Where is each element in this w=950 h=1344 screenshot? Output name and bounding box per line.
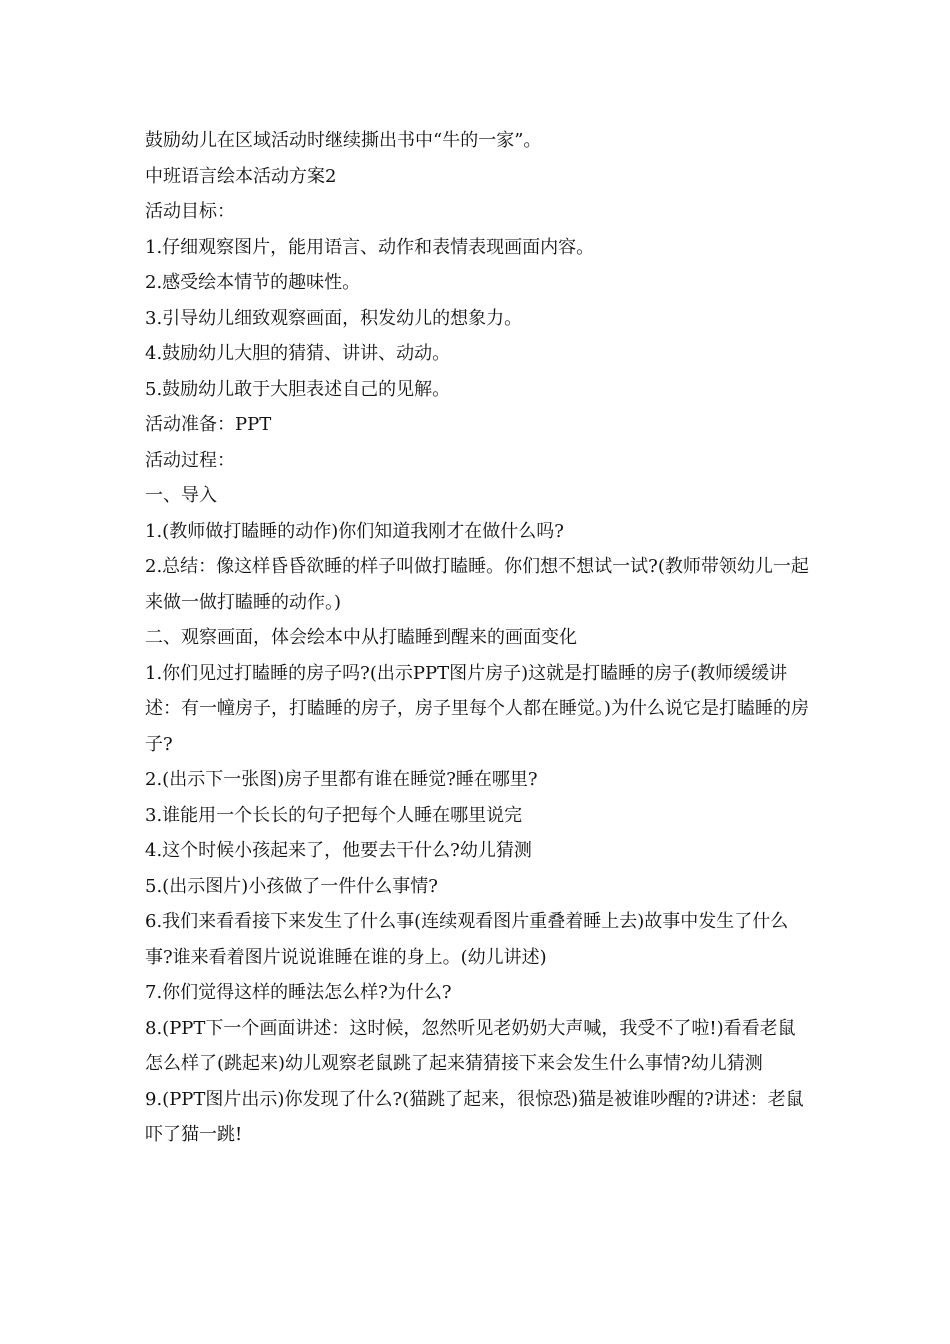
heading-preparation: 活动准备：PPT (145, 414, 272, 435)
observe-item-9: 9.(PPT图片出示)你发现了什么?(猫跳了起来，很惊恐)猫是被谁吵醒的?讲述：老鼠吓了猫一跳! (145, 1088, 804, 1145)
goal-item-5: 5.鼓励幼儿敢于大胆表述自己的见解。 (145, 378, 451, 400)
intro-item-1: 1.(教师做打瞌睡的动作)你们知道我刚才在做什么吗? (145, 520, 564, 542)
heading-process: 活动过程： (145, 449, 235, 471)
observe-item-4: 4.这个时候小孩起来了，他要去干什么?幼儿猜测 (145, 840, 532, 861)
observe-item-8: 8.(PPT下一个画面讲述：这时候，忽然听见老奶奶大声喊，我受不了啦!)看看老鼠怎么样了(跳起来)幼儿观察老鼠跳了起来猜猜接下来会发生什么事情?幼儿猜测 (145, 1017, 796, 1074)
observe-item-2: 2.(出示下一张图)房子里都有谁在睡觉?睡在哪里? (145, 769, 538, 790)
observe-item-1: 1.你们见过打瞌睡的房子吗?(出示PPT图片房子)这就是打瞌睡的房子(教师缓缓讲述：有一幢房子，打瞌睡的房子，房子里每个人都在睡觉。)为什么说它是打瞌睡的房子? (145, 662, 810, 755)
observe-item-6: 6.我们来看看接下来发生了什么事(连续观看图片重叠着睡上去)故事中发生了什么事?谁来看着图片说说谁睡在谁的身上。(幼儿讲述) (145, 911, 789, 968)
subheading-intro: 一、导入 (145, 485, 217, 506)
section-title: 中班语言绘本活动方案2 (145, 165, 337, 187)
observe-item-5: 5.(出示图片)小孩做了一件什么事情? (145, 875, 438, 897)
subheading-observe: 二、观察画面，体会绘本中从打瞌睡到醒来的画面变化 (145, 627, 577, 648)
goal-item-2: 2.感受绘本情节的趣味性。 (145, 272, 361, 293)
paragraph-1: 鼓励幼儿在区域活动时继续撕出书中“牛的一家”。 (145, 130, 542, 151)
goal-item-1: 1.仔细观察图片，能用语言、动作和表情表现画面内容。 (145, 236, 595, 258)
goal-item-4: 4.鼓励幼儿大胆的猜猜、讲讲、动动。 (145, 343, 451, 364)
goal-item-3: 3.引导幼儿细致观察画面，积发幼儿的想象力。 (145, 307, 523, 329)
observe-item-3: 3.谁能用一个长长的句子把每个人睡在哪里说完 (145, 804, 523, 826)
document-body (145, 123, 810, 1153)
intro-item-2: 2.总结：像这样昏昏欲睡的样子叫做打瞌睡。你们想不想试一试?(教师带领幼儿一起来做一做打瞌睡的动作。) (145, 556, 809, 613)
observe-item-7: 7.你们觉得这样的睡法怎么样?为什么? (145, 982, 452, 1003)
heading-goals: 活动目标： (145, 201, 235, 222)
